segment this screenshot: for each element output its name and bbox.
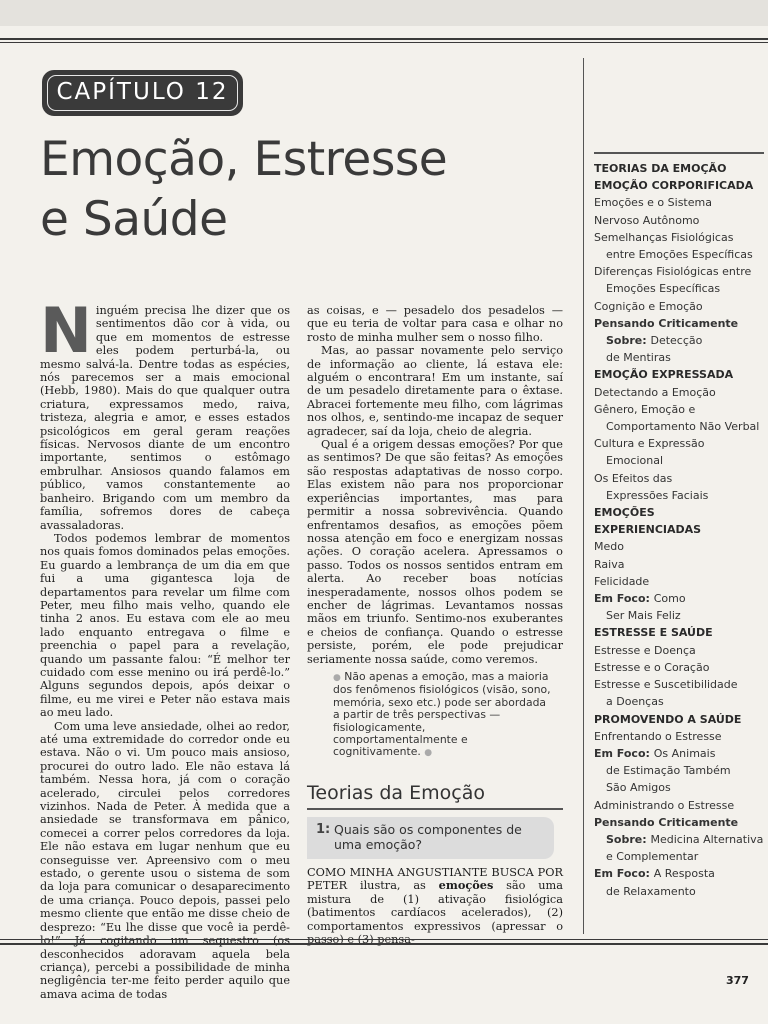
outline-item-text: Comportamento Não Verbal xyxy=(606,420,760,434)
outline-item-label: Sobre: xyxy=(606,832,651,846)
outline-item-text: A Resposta xyxy=(653,867,715,881)
outline-item xyxy=(594,212,764,229)
chapter-label: CAPÍTULO 12 xyxy=(56,79,229,105)
chapter-title-line1: Emoção, Estresse xyxy=(40,132,448,187)
key-term: emoções xyxy=(438,878,494,893)
outline-item xyxy=(594,659,764,676)
outline-item-text: Expressões Faciais xyxy=(606,488,709,502)
paragraph: as coisas, e — pesadelo dos pesadelos — que eu teria de voltar para casa e olhar no rosto de minha mulher sem o nosso filho. xyxy=(307,304,563,344)
body-text: ilustra, as xyxy=(347,879,439,893)
paragraph xyxy=(40,294,290,532)
column-divider xyxy=(583,58,584,934)
chapter-title-line2: e Saúde xyxy=(40,192,228,247)
outline-item-text: Semelhanças Fisiológicas xyxy=(594,230,734,244)
outline-item xyxy=(594,538,764,555)
outline-item xyxy=(594,194,764,211)
outline-item-label: Em Foco: xyxy=(594,867,654,881)
outline-item xyxy=(594,590,764,607)
outline-item-text: São Amigos xyxy=(606,781,671,795)
chapter-badge xyxy=(42,70,243,116)
outline-item xyxy=(594,435,764,452)
outline-item-label: Em Foco: xyxy=(594,746,654,760)
outline-item-text: Estresse e o Coração xyxy=(594,660,710,674)
outline-item xyxy=(594,865,764,882)
paragraph: Todos podemos lembrar de momentos nos quais fomos dominados pelas emoções. Eu guardo a lembrança de um dia em que fui a uma gigantesca loja de departamentos para revelar um filme com Peter, meu filho mais velho, quando ele tinha 2 anos. Eu estava com ele ao meu lado enquanto entregava o filme e preenchia o papel para a revelação, quando um passante falou: “É melhor ter cuidado com esse menino ou irá perdê-lo.” Alguns segundos depois, após deixar o filme, eu me virei e Peter não estava mais ao meu lado. xyxy=(40,531,290,720)
outline-item xyxy=(594,883,764,900)
outline-item-text: EMOÇÕES xyxy=(594,506,655,520)
outline-item-text: Medicina Alternativa xyxy=(650,832,764,846)
outline-item-text: Emocional xyxy=(606,454,663,468)
outline-item-text: EMOÇÃO CORPORIFICADA xyxy=(594,179,754,193)
paragraph-text: inguém precisa lhe dizer que os sentimentos dão cor à vida, ou que em momentos de estresse eles podem perturbá-la, ou mesmo salvá-la. Dentre todas as espécies, nós parecemos ser a mais emocional (Hebb, 1980). Mais do que qualquer outra criatura, expressamos medo, raiva, tristeza, alegria e amor, e esses estados psicológicos em geral geram reações físicas. Nervosos diante de um encontro importante, sentimos o estômago embrulhar. Ansiosos quando falamos em público, vamos constantemente ao banheiro. Brigando com um membro da família, sofremos dores de cabeça avassaladoras. xyxy=(40,304,290,532)
outline-item-text: Emoções Específicas xyxy=(606,282,721,296)
outline-item xyxy=(594,676,764,693)
outline-item xyxy=(594,745,764,762)
outline-item-text: Diferenças Fisiológicas entre xyxy=(594,265,752,279)
outline-item xyxy=(594,315,764,332)
outline-item-text: entre Emoções Específicas xyxy=(606,248,753,262)
outline-heading xyxy=(594,177,764,194)
outline-item xyxy=(594,814,764,831)
outline-item-text: Detectando a Emoção xyxy=(594,385,716,399)
outline-item-text: Nervoso Autônomo xyxy=(594,213,700,227)
outline-item xyxy=(594,452,764,469)
paragraph: Mas, ao passar novamente pelo serviço de informação ao cliente, lá estava ele: alguém o encontrara! Em um instante, saí de um pesadelo diretamente para o êxtase. Abracei fortemente meu filho, com lágrimas nos olhos, e, sentindo-me incapaz de sequer agradecer, saí da loja, cheio de alegria. xyxy=(307,344,563,438)
outline-item xyxy=(594,779,764,796)
outline-item xyxy=(594,418,764,435)
outline-list xyxy=(594,160,764,900)
outline-item-text: de Estimação Também xyxy=(606,764,731,778)
outline-item xyxy=(594,797,764,814)
outline-item xyxy=(594,384,764,401)
outline-heading xyxy=(594,366,764,383)
question-number: 1: xyxy=(316,822,331,837)
outline-item xyxy=(594,280,764,297)
outline-item xyxy=(594,401,764,418)
outline-item xyxy=(594,556,764,573)
outline-item xyxy=(594,263,764,280)
outline-item-text: EMOÇÃO EXPRESSADA xyxy=(594,368,734,382)
outline-item-text: Ser Mais Feliz xyxy=(606,609,681,623)
bottom-rule xyxy=(0,939,768,945)
bullet-icon: ● xyxy=(333,673,341,683)
outline-item-text: Enfrentando o Estresse xyxy=(594,729,722,743)
chapter-title xyxy=(40,130,560,250)
outline-item-text: Estresse e Doença xyxy=(594,643,696,657)
paragraph: Qual é a origem dessas emoções? Por que as sentimos? De que são feitas? As emoções são respostas adaptativas de nosso corpo. Elas existem não para nos proporcionar experiências importantes, mas para permitir a nossa sobrevivência. Quando enfrentamos desafios, as emoções põem nossa atenção em foco e energizam nossas ações. O coração acelera. Apressamos o passo. Todos os nossos sentidos entram em alerta. Ao receber boas notícias inesperadamente, nossos olhos podem se encher de lágrimas. Levantamos nossas mãos em triunfo. Sentimo-nos exuberantes e cheios de confiança. Quando o estresse persiste, porém, ele pode prejudicar seriamente nossa saúde, como veremos. xyxy=(307,438,563,666)
outline-heading xyxy=(594,521,764,538)
outline-item-text: Detecção xyxy=(650,334,703,348)
outline-item xyxy=(594,349,764,366)
outline-item-text: Medo xyxy=(594,540,624,554)
outline-item xyxy=(594,487,764,504)
outline-item-text: Pensando Criticamente xyxy=(594,316,739,330)
outline-item-text: Raiva xyxy=(594,557,625,571)
outline-item-text: Os Efeitos das xyxy=(594,471,673,485)
outline-item-text: Pensando Criticamente xyxy=(594,815,739,829)
outline-item xyxy=(594,470,764,487)
outline-item-text: TEORIAS DA EMOÇÃO xyxy=(594,162,727,175)
body-column-left xyxy=(40,294,290,1001)
outline-item-text: Cultura e Expressão xyxy=(594,437,705,451)
outline-heading xyxy=(594,624,764,641)
outline-item xyxy=(594,607,764,624)
outline-item-label: Em Foco: xyxy=(594,592,654,606)
outline-item xyxy=(594,642,764,659)
outline-item-text: e Complementar xyxy=(606,850,699,864)
outline-item-text: a Doenças xyxy=(606,695,664,709)
outline-item xyxy=(594,762,764,779)
section-body xyxy=(307,866,563,946)
intro-caps: COMO MINHA ANGUSTIANTE BUSCA POR PETER xyxy=(307,866,563,893)
question-text: Quais são os componentes de uma emoção? xyxy=(334,822,522,852)
outline-item-text: Os Animais xyxy=(653,746,716,760)
outline-item-text: Administrando o Estresse xyxy=(594,798,735,812)
page-number: 377 xyxy=(726,974,749,987)
outline-item xyxy=(594,332,764,349)
outline-item-text: de Mentiras xyxy=(606,351,671,365)
outline-item xyxy=(594,246,764,263)
paragraph: Com uma leve ansiedade, olhei ao redor, até uma extremidade do corredor onde eu estava. Não o vi. Um pouco mais ansioso, procurei do outro lado. Ele não estava lá também. Nessa hora, já com o coração acelerado, circulei pelos corredores vizinhos. Nada de Peter. À medida que a ansiedade se transformava em pânico, comecei a correr pelos corredores da loja. Ele não estava em lugar nenhum que eu conseguisse ver. Apreensivo com o meu estado, o gerente usou o sistema de som da loja para comunicar o desaparecimento de uma criança. Pouco depois, passei pelo mesmo cliente que então me disse cheio de desprezo: “Eu lhe disse que você ia perdê-lo!” Já cogitando um sequestro (os desconhecidos adoravam aquela bela criança), percebi a possibilidade de minha negligência ter-me feito perder aquilo que amava acima de todas xyxy=(40,719,290,1001)
outline-heading xyxy=(594,160,764,177)
outline-item-label: Sobre: xyxy=(606,334,651,348)
outline-item-text: EXPERIENCIADAS xyxy=(594,523,702,537)
paragraph xyxy=(307,866,563,946)
outline-item xyxy=(594,693,764,710)
outline-item-text: Gênero, Emoção e xyxy=(594,402,696,416)
pull-quote-text: Não apenas a emoção, mas a maioria dos fenômenos fisiológicos (visão, sono, memória, sexo etc.) pode ser abordada a partir de três perspectivas — fisiologicamente, comportamentalmente e cognitivamente. xyxy=(333,670,551,759)
outline-item-text: Emoções e o Sistema xyxy=(594,196,712,210)
outline-heading xyxy=(594,711,764,728)
outline-item xyxy=(594,728,764,745)
outline-item xyxy=(594,831,764,848)
section-underline xyxy=(307,808,563,810)
outline-item xyxy=(594,229,764,246)
outline-rule xyxy=(594,152,764,154)
chapter-outline xyxy=(594,152,764,900)
outline-item-text: PROMOVENDO A SAÚDE xyxy=(594,712,742,726)
pull-quote xyxy=(333,671,551,760)
body-text: são uma mistura de (1) ativação fisiológica (batimentos cardíacos acelerados), (2) comportamentos expressivos (apressar o passo) e (3) pensa- xyxy=(307,879,563,947)
body-column-right xyxy=(307,304,563,666)
outline-item-text: Estresse e Suscetibilidade xyxy=(594,678,738,692)
outline-item-text: Felicidade xyxy=(594,574,650,588)
section-title: Teorias da Emoção xyxy=(307,782,485,804)
drop-cap: N xyxy=(40,294,92,367)
outline-item xyxy=(594,848,764,865)
outline-item xyxy=(594,298,764,315)
outline-heading xyxy=(594,504,764,521)
outline-item-text: ESTRESSE E SAÚDE xyxy=(594,626,713,640)
bullet-icon: ● xyxy=(424,748,433,759)
outline-item-text: Cognição e Emoção xyxy=(594,299,703,313)
outline-item-text: de Relaxamento xyxy=(606,884,696,898)
page-top-margin xyxy=(0,0,768,26)
question-box xyxy=(307,817,554,859)
top-rule xyxy=(0,38,768,43)
outline-item xyxy=(594,573,764,590)
outline-item-text: Como xyxy=(653,592,686,606)
